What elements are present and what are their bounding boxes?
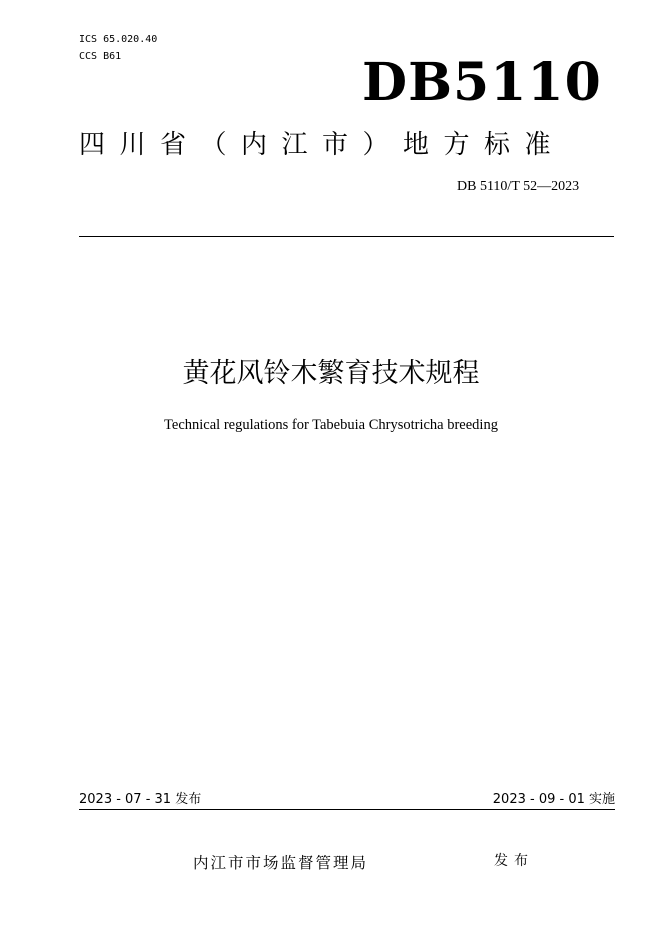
document-title-chinese: 黄花风铃木繁育技术规程: [182, 358, 480, 389]
document-title-english: Technical regulations for Tabebuia Chrysotricha breeding: [164, 417, 498, 433]
top-divider: [79, 236, 614, 237]
standard-logo-code: DB5110: [362, 52, 602, 113]
bottom-divider: [79, 809, 615, 810]
publish-label: 发布: [494, 853, 534, 869]
standard-number: DB 5110/T 52—2023: [457, 179, 580, 194]
publisher-name: 内江市市场监督管理局: [193, 854, 369, 872]
ics-code: ICS 65.020.40: [79, 34, 158, 45]
standard-type-heading: 四川省（内江市）地方标准: [79, 130, 566, 160]
implementation-date: 2023 - 09 - 01 实施: [492, 792, 615, 807]
issue-date: 2023 - 07 - 31 发布: [79, 792, 202, 807]
ccs-code: CCS B61: [79, 51, 122, 62]
